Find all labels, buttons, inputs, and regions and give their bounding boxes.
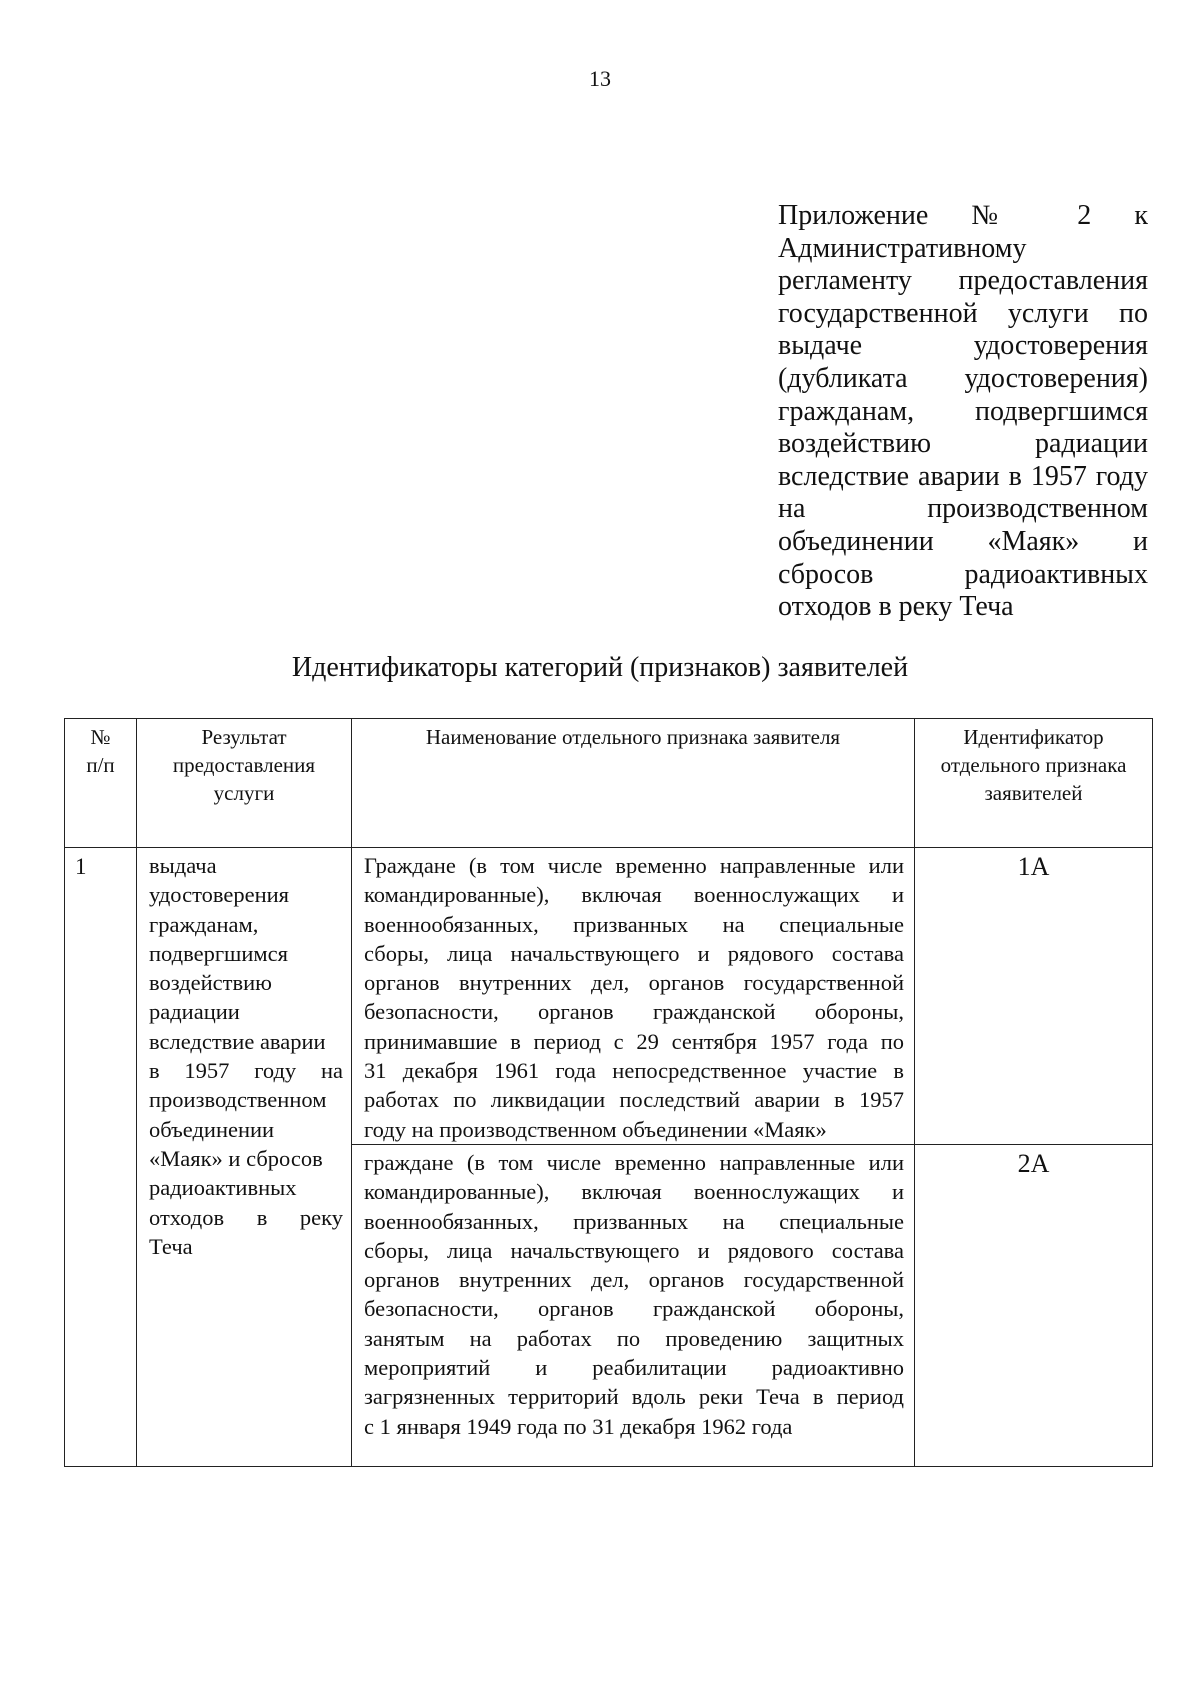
result-line: удостоверения [149,882,290,908]
header-identifier-line: отдельного признака [940,753,1127,777]
criterion-identifier: 2А [915,1144,1153,1466]
header-identifier-line: Идентификатор [963,725,1104,749]
criterion-identifier: 1А [915,848,1153,1145]
description-line: органов внутренних дел, органов государственной [364,970,904,996]
header-identifier-line: заявителей [984,781,1083,805]
row-result [137,848,352,1467]
result-line: гражданам, [149,911,259,937]
description-line: загрязненных территорий вдоль реки Теча в период [364,1384,904,1410]
result-line: «Маяк» и сбросов [149,1145,323,1171]
appendix-line: объединении «Маяк» и [778,525,1148,557]
description-line: командированные), включая военнослужащих и [364,1179,904,1205]
result-line: объединении [149,1116,275,1142]
appendix-line: сбросов радиоактивных [778,558,1148,590]
appendix-line: воздействию радиации [778,428,1148,460]
result-line: воздействию [149,970,272,996]
header-num-line: п/п [86,753,115,777]
appendix-line: выдаче удостоверения [778,330,1148,362]
appendix-line: регламенту предоставления [778,265,1148,297]
description-line: работах по ликвидации последствий аварии в 1957 [364,1087,904,1113]
appendix-line: Приложение № 2 к [778,200,1148,231]
appendix-line: гражданам, подвергшимся [778,395,1148,427]
description-line: занятым на работах по проведению защитных [364,1325,904,1351]
header-result-line: Результат [201,725,287,749]
table-title: Идентификаторы категорий (признаков) заявителей [291,652,909,683]
appendix-note [778,200,1148,624]
description-line: командированные), включая военнослужащих и [364,882,904,908]
page-number: 13 [589,66,611,91]
header-num-line: № [90,725,111,749]
table-header-row [65,719,1153,848]
result-line: отходов в реку [149,1204,343,1230]
criterion-description [352,848,915,1145]
result-line: Теча [149,1233,193,1259]
appendix-line: отходов в реку Теча [778,591,1014,623]
result-line: радиации [149,999,240,1025]
header-num [65,719,137,848]
description-line: безопасности, органов гражданской обороны, [364,1296,904,1322]
identifiers-table [64,718,1153,1467]
result-line: вследствие аварии [149,1028,326,1054]
header-name-line: Наименование отдельного признака заявителя [425,725,841,749]
description-line: военнообязанных, призванных на специальные [364,911,904,937]
description-line: безопасности, органов гражданской обороны, [364,999,904,1025]
description-line: военнообязанных, призванных на специальные [364,1208,904,1234]
appendix-line: на производственном [778,493,1148,525]
description-line: мероприятий и реабилитации радиоактивно [364,1355,904,1381]
description-line: граждане (в том числе временно направленные или [364,1149,904,1175]
description-line: сборы, лица начальствующего и рядового состава [364,1237,904,1263]
header-result [137,719,352,848]
description-line: 31 декабря 1961 года непосредственное участие в [364,1058,904,1084]
header-name [352,719,915,848]
result-line: в 1957 году на [149,1058,343,1084]
result-line: радиоактивных [149,1175,297,1201]
row-number: 1 [65,848,137,1467]
header-identifier [915,719,1153,848]
appendix-line: вследствие аварии в 1957 году [778,460,1148,492]
result-line: производственном [149,1087,327,1113]
description-line: принимавшие в период с 29 сентября 1957 года по [364,1028,904,1054]
criterion-description [352,1144,915,1466]
description-line: году на производственном объединении «Маяк» [364,1116,827,1142]
description-line: Граждане (в том числе временно направленные или [364,853,904,878]
appendix-line: (дубликата удостоверения) [778,362,1148,394]
description-line: сборы, лица начальствующего и рядового состава [364,940,904,966]
table-row [65,848,1153,1145]
description-line: с 1 января 1949 года по 31 декабря 1962 года [364,1413,793,1439]
result-line: подвергшимся [149,940,288,966]
header-result-line: услуги [213,781,275,805]
appendix-line: Административному [778,232,1027,264]
description-line: органов внутренних дел, органов государственной [364,1267,904,1293]
header-result-line: предоставления [172,753,316,777]
result-line: выдача [149,853,217,878]
appendix-line: государственной услуги по [778,297,1148,329]
